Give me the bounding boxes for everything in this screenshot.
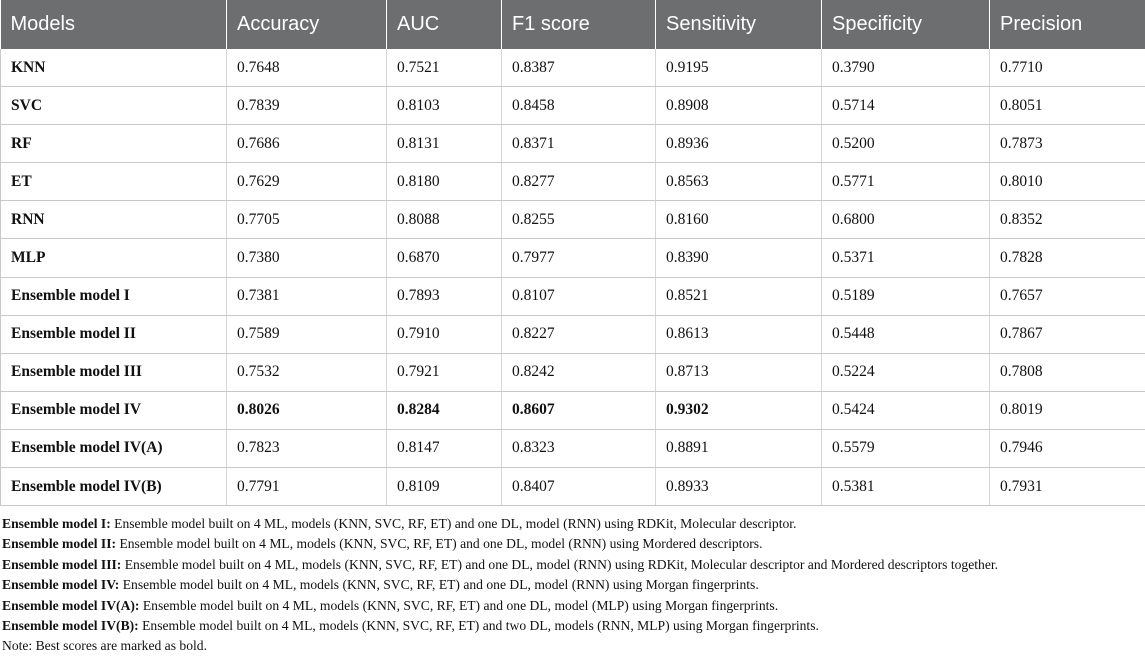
auc-cell: 0.8147: [387, 429, 502, 467]
accuracy-cell: 0.7629: [227, 163, 387, 201]
specificity-cell: 0.5448: [822, 315, 990, 353]
header-f1-score: F1 score: [502, 0, 656, 49]
f1-score-cell: 0.8387: [502, 49, 656, 87]
sensitivity-cell: 0.8563: [656, 163, 822, 201]
header-sensitivity: Sensitivity: [656, 0, 822, 49]
sensitivity-cell: 0.8933: [656, 468, 822, 506]
sensitivity-cell: 0.8160: [656, 201, 822, 239]
specificity-cell: 0.5371: [822, 239, 990, 277]
header-specificity: Specificity: [822, 0, 990, 49]
precision-cell: 0.7946: [990, 429, 1145, 467]
footnote-label: Ensemble model III:: [2, 557, 121, 572]
header-precision: Precision: [990, 0, 1145, 49]
f1-score-cell: 0.8607: [502, 391, 656, 429]
accuracy-cell: 0.7381: [227, 277, 387, 315]
f1-score-cell: 0.8277: [502, 163, 656, 201]
header-auc: AUC: [387, 0, 502, 49]
footnote-label: Ensemble model IV(A):: [2, 598, 139, 613]
model-name-cell: RNN: [1, 201, 227, 239]
precision-cell: 0.8019: [990, 391, 1145, 429]
header-models: Models: [1, 0, 227, 49]
auc-cell: 0.7521: [387, 49, 502, 87]
auc-cell: 0.8103: [387, 87, 502, 125]
f1-score-cell: 0.8242: [502, 353, 656, 391]
precision-cell: 0.7931: [990, 468, 1145, 506]
sensitivity-cell: 0.8713: [656, 353, 822, 391]
header-accuracy: Accuracy: [227, 0, 387, 49]
precision-cell: 0.8010: [990, 163, 1145, 201]
footnote-label: Ensemble model IV(B):: [2, 618, 139, 633]
auc-cell: 0.7921: [387, 353, 502, 391]
sensitivity-cell: 0.8390: [656, 239, 822, 277]
accuracy-cell: 0.7589: [227, 315, 387, 353]
model-name-cell: KNN: [1, 49, 227, 87]
precision-cell: 0.7808: [990, 353, 1145, 391]
f1-score-cell: 0.8407: [502, 468, 656, 506]
bold-note: Note: Best scores are marked as bold.: [2, 636, 1145, 656]
sensitivity-cell: 0.8936: [656, 125, 822, 163]
model-name-cell: Ensemble model II: [1, 315, 227, 353]
footnote-text: Ensemble model built on 4 ML, models (KNN, SVC, RF, ET) and one DL, model (RNN) using RDKit, Molecular descriptor.: [111, 516, 797, 531]
precision-cell: 0.7657: [990, 277, 1145, 315]
table-row: [1, 429, 1145, 467]
auc-cell: 0.7893: [387, 277, 502, 315]
specificity-cell: 0.5200: [822, 125, 990, 163]
f1-score-cell: 0.8227: [502, 315, 656, 353]
specificity-cell: 0.5579: [822, 429, 990, 467]
auc-cell: 0.7910: [387, 315, 502, 353]
footnote: [2, 616, 1145, 636]
accuracy-cell: 0.7823: [227, 429, 387, 467]
accuracy-cell: 0.7705: [227, 201, 387, 239]
precision-cell: 0.7867: [990, 315, 1145, 353]
footnote: [2, 555, 1145, 575]
model-name-cell: ET: [1, 163, 227, 201]
f1-score-cell: 0.7977: [502, 239, 656, 277]
table-row: [1, 49, 1145, 87]
table-row: [1, 468, 1145, 506]
accuracy-cell: 0.7839: [227, 87, 387, 125]
accuracy-cell: 0.8026: [227, 391, 387, 429]
model-name-cell: MLP: [1, 239, 227, 277]
table-footnotes: [0, 514, 1145, 657]
table-row: [1, 163, 1145, 201]
sensitivity-cell: 0.8891: [656, 429, 822, 467]
footnote-text: Ensemble model built on 4 ML, models (KNN, SVC, RF, ET) and one DL, model (MLP) using Morgan fingerprints.: [139, 598, 778, 613]
footnote: [2, 534, 1145, 554]
table-row: [1, 315, 1145, 353]
f1-score-cell: 0.8323: [502, 429, 656, 467]
table-row: [1, 125, 1145, 163]
accuracy-cell: 0.7380: [227, 239, 387, 277]
sensitivity-cell: 0.9195: [656, 49, 822, 87]
f1-score-cell: 0.8458: [502, 87, 656, 125]
footnote-label: Ensemble model II:: [2, 536, 116, 551]
auc-cell: 0.8180: [387, 163, 502, 201]
accuracy-cell: 0.7791: [227, 468, 387, 506]
footnote-text: Ensemble model built on 4 ML, models (KNN, SVC, RF, ET) and one DL, model (RNN) using Mordered descriptors.: [116, 536, 762, 551]
precision-cell: 0.7710: [990, 49, 1145, 87]
model-name-cell: RF: [1, 125, 227, 163]
precision-cell: 0.7828: [990, 239, 1145, 277]
sensitivity-cell: 0.8908: [656, 87, 822, 125]
table-header-row: [1, 0, 1145, 49]
f1-score-cell: 0.8255: [502, 201, 656, 239]
footnote-label: Ensemble model IV:: [2, 577, 119, 592]
footnote: [2, 596, 1145, 616]
specificity-cell: 0.5381: [822, 468, 990, 506]
sensitivity-cell: 0.8521: [656, 277, 822, 315]
model-name-cell: SVC: [1, 87, 227, 125]
f1-score-cell: 0.8107: [502, 277, 656, 315]
model-name-cell: Ensemble model I: [1, 277, 227, 315]
table-row: [1, 201, 1145, 239]
model-name-cell: Ensemble model IV(A): [1, 429, 227, 467]
table-row: [1, 353, 1145, 391]
model-name-cell: Ensemble model IV: [1, 391, 227, 429]
footnote: [2, 575, 1145, 595]
specificity-cell: 0.5189: [822, 277, 990, 315]
auc-cell: 0.8109: [387, 468, 502, 506]
accuracy-cell: 0.7648: [227, 49, 387, 87]
auc-cell: 0.8088: [387, 201, 502, 239]
footnote-label: Ensemble model I:: [2, 516, 111, 531]
model-name-cell: Ensemble model IV(B): [1, 468, 227, 506]
table-row: [1, 87, 1145, 125]
sensitivity-cell: 0.9302: [656, 391, 822, 429]
precision-cell: 0.8352: [990, 201, 1145, 239]
sensitivity-cell: 0.8613: [656, 315, 822, 353]
specificity-cell: 0.5424: [822, 391, 990, 429]
precision-cell: 0.7873: [990, 125, 1145, 163]
table-row: [1, 277, 1145, 315]
footnote-text: Ensemble model built on 4 ML, models (KNN, SVC, RF, ET) and two DL, models (RNN, MLP) using Morgan fingerprints.: [139, 618, 819, 633]
precision-cell: 0.8051: [990, 87, 1145, 125]
footnote: [2, 514, 1145, 534]
auc-cell: 0.8131: [387, 125, 502, 163]
specificity-cell: 0.6800: [822, 201, 990, 239]
accuracy-cell: 0.7686: [227, 125, 387, 163]
table-row: [1, 239, 1145, 277]
table-row: [1, 391, 1145, 429]
specificity-cell: 0.5714: [822, 87, 990, 125]
specificity-cell: 0.3790: [822, 49, 990, 87]
specificity-cell: 0.5224: [822, 353, 990, 391]
footnote-text: Ensemble model built on 4 ML, models (KNN, SVC, RF, ET) and one DL, model (RNN) using RDKit, Molecular descriptor and Mordered descriptors together.: [121, 557, 998, 572]
accuracy-cell: 0.7532: [227, 353, 387, 391]
specificity-cell: 0.5771: [822, 163, 990, 201]
footnote-text: Ensemble model built on 4 ML, models (KNN, SVC, RF, ET) and one DL, model (RNN) using Morgan fingerprints.: [119, 577, 758, 592]
auc-cell: 0.6870: [387, 239, 502, 277]
model-name-cell: Ensemble model III: [1, 353, 227, 391]
f1-score-cell: 0.8371: [502, 125, 656, 163]
auc-cell: 0.8284: [387, 391, 502, 429]
